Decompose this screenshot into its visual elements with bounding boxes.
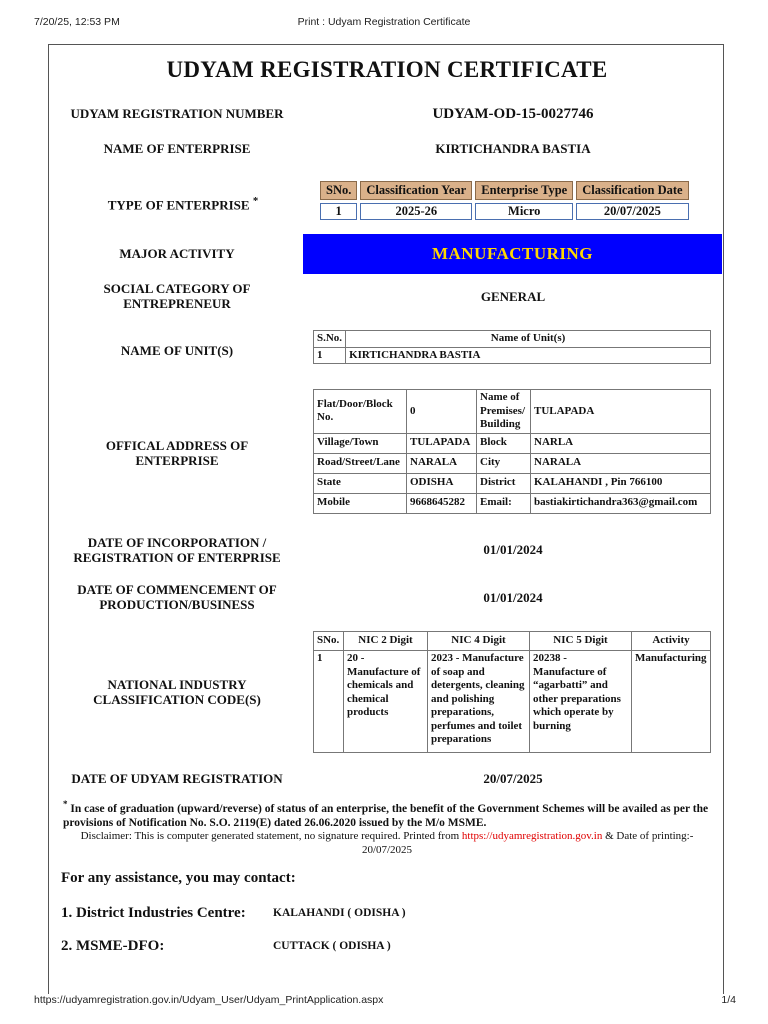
enterprise-name-label: NAME OF ENTERPRISE xyxy=(103,141,251,156)
nic-col-5digit: NIC 5 Digit xyxy=(530,632,632,651)
certificate xyxy=(48,44,724,994)
social-category-label-line1: SOCIAL CATEGORY OF xyxy=(103,281,251,296)
disclaimer-text: Disclaimer: This is computer generated statement, no signature required. Printed from xyxy=(80,830,462,842)
flat-label: Flat/Door/Block No. xyxy=(314,390,407,434)
commencement-date: 01/01/2024 xyxy=(483,590,543,605)
dfo-value: CUTTACK ( ODISHA ) xyxy=(273,940,391,952)
block-label: Block xyxy=(477,433,531,453)
email-label: Email: xyxy=(477,493,531,513)
disclaimer-suffix: & Date of printing:- xyxy=(602,830,694,842)
state-value: ODISHA xyxy=(407,473,477,493)
address-label-line1: OFFICAL ADDRESS OF xyxy=(105,438,249,453)
city-label: City xyxy=(477,453,531,473)
address-row xyxy=(314,390,711,434)
print-date: 20/07/2025 xyxy=(361,844,413,856)
mobile-label: Mobile xyxy=(314,493,407,513)
dic-value: KALAHANDI ( ODISHA ) xyxy=(273,907,406,919)
major-activity-label: MAJOR ACTIVITY xyxy=(119,246,235,261)
classification-table xyxy=(317,178,692,223)
incorporation-label-line2: REGISTRATION OF ENTERPRISE xyxy=(73,550,281,565)
units-col-name: Name of Unit(s) xyxy=(346,331,711,348)
road-label: Road/Street/Lane xyxy=(314,453,407,473)
reg-number-value: UDYAM-OD-15-0027746 xyxy=(432,106,594,122)
cell-class-date: 20/07/2025 xyxy=(576,203,688,220)
graduation-note xyxy=(63,797,713,830)
nic-cell-5digit: 20238 - Manufacture of “agarbatti” and other preparations which operate by burning xyxy=(530,651,632,753)
enterprise-name-value: KIRTICHANDRA BASTIA xyxy=(435,141,591,156)
nic-col-2digit: NIC 2 Digit xyxy=(344,632,428,651)
address-label xyxy=(49,438,305,468)
address-row xyxy=(314,433,711,453)
nic-col-4digit: NIC 4 Digit xyxy=(428,632,530,651)
state-label: State xyxy=(314,473,407,493)
district-label: District xyxy=(477,473,531,493)
udyam-date-label: DATE OF UDYAM REGISTRATION xyxy=(71,771,283,786)
print-url: https://udyamregistration.gov.in/Udyam_User/Udyam_PrintApplication.aspx xyxy=(34,994,384,1006)
cell-sno: 1 xyxy=(320,203,357,220)
reg-number-label: UDYAM REGISTRATION NUMBER xyxy=(70,106,284,121)
nic-cell-sno: 1 xyxy=(314,651,344,753)
contact-heading: For any assistance, you may contact: xyxy=(61,870,296,886)
address-table xyxy=(313,389,711,514)
enterprise-type-label xyxy=(49,194,317,212)
incorporation-label-line1: DATE OF INCORPORATION / xyxy=(87,535,267,550)
units-header-row xyxy=(314,331,711,348)
print-page-number: 1/4 xyxy=(721,994,736,1006)
premises-label: Name of Premises/ Building xyxy=(477,390,531,434)
nic-cell-2digit: 20 - Manufacture of chemicals and chemical products xyxy=(344,651,428,753)
nic-col-activity: Activity xyxy=(632,632,711,651)
address-label-line2: ENTERPRISE xyxy=(135,453,219,468)
district-value: KALAHANDI , Pin 766100 xyxy=(531,473,711,493)
incorporation-label xyxy=(49,535,305,565)
address-row xyxy=(314,453,711,473)
print-footer xyxy=(0,994,768,1008)
print-datetime: 7/20/25, 12:53 PM xyxy=(34,16,120,28)
dic-label: 1. District Industries Centre: xyxy=(61,905,246,921)
road-value: NARALA xyxy=(407,453,477,473)
enterprise-type-label-text: TYPE OF ENTERPRISE xyxy=(107,197,250,213)
city-value: NARALA xyxy=(531,453,711,473)
print-page-title: Print : Udyam Registration Certificate xyxy=(297,16,471,28)
certificate-title: UDYAM REGISTRATION CERTIFICATE xyxy=(166,57,608,82)
col-sno: SNo. xyxy=(320,181,357,200)
nic-label-line2: CLASSIFICATION CODE(S) xyxy=(93,692,261,707)
village-label: Village/Town xyxy=(314,433,407,453)
asterisk-mark: * xyxy=(252,195,259,207)
udyam-date-value: 20/07/2025 xyxy=(483,771,543,786)
premises-value: TULAPADA xyxy=(531,390,711,434)
col-class-date: Classification Date xyxy=(576,181,688,200)
nic-table xyxy=(313,631,711,753)
commencement-label-line2: PRODUCTION/BUSINESS xyxy=(99,597,255,612)
cell-class-year: 2025-26 xyxy=(360,203,472,220)
email-value: bastiakirtichandra363@gmail.com xyxy=(531,493,711,513)
nic-row xyxy=(314,651,711,753)
units-cell-sno: 1 xyxy=(314,347,346,364)
incorporation-date: 01/01/2024 xyxy=(483,542,543,557)
cell-enterprise-type: Micro xyxy=(475,203,573,220)
nic-header-row xyxy=(314,632,711,651)
nic-cell-activity: Manufacturing xyxy=(632,651,711,753)
units-row xyxy=(314,347,711,364)
units-col-sno: S.No. xyxy=(314,331,346,348)
nic-label xyxy=(49,677,305,707)
nic-col-sno: SNo. xyxy=(314,632,344,651)
address-row xyxy=(314,493,711,513)
major-activity-value: MANUFACTURING xyxy=(303,234,722,274)
units-label: NAME OF UNIT(S) xyxy=(120,343,234,358)
mobile-value: 9668645282 xyxy=(407,493,477,513)
social-category-label-line2: ENTREPRENEUR xyxy=(123,296,231,311)
commencement-label xyxy=(49,582,305,612)
dfo-label: 2. MSME-DFO: xyxy=(61,938,165,954)
units-cell-name: KIRTICHANDRA BASTIA xyxy=(346,347,711,364)
address-row xyxy=(314,473,711,493)
col-enterprise-type: Enterprise Type xyxy=(475,181,573,200)
social-category-value: GENERAL xyxy=(480,289,546,304)
social-category-label xyxy=(49,281,305,311)
units-table xyxy=(313,330,711,364)
nic-label-line1: NATIONAL INDUSTRY xyxy=(107,677,247,692)
disclaimer-link[interactable]: https://udyamregistration.gov.in xyxy=(461,830,603,842)
village-value: TULAPADA xyxy=(407,433,477,453)
print-header xyxy=(0,16,768,30)
note-asterisk: * xyxy=(63,799,68,809)
block-value: NARLA xyxy=(531,433,711,453)
nic-cell-4digit: 2023 - Manufacture of soap and detergents, cleaning and polishing preparations, perfumes and toilet preparations xyxy=(428,651,530,753)
flat-value: 0 xyxy=(407,390,477,434)
commencement-label-line1: DATE OF COMMENCEMENT OF xyxy=(77,582,277,597)
note-text: In case of graduation (upward/reverse) of status of an enterprise, the benefit of the Government Schemes will be availed as per the provisions of Notification No. S.O. 2119(E) dated 26.06.2020 issued by the M/o MSME. xyxy=(63,802,709,829)
col-class-year: Classification Year xyxy=(360,181,472,200)
classification-header-row xyxy=(320,181,689,200)
disclaimer xyxy=(49,829,725,857)
classification-row xyxy=(320,203,689,220)
